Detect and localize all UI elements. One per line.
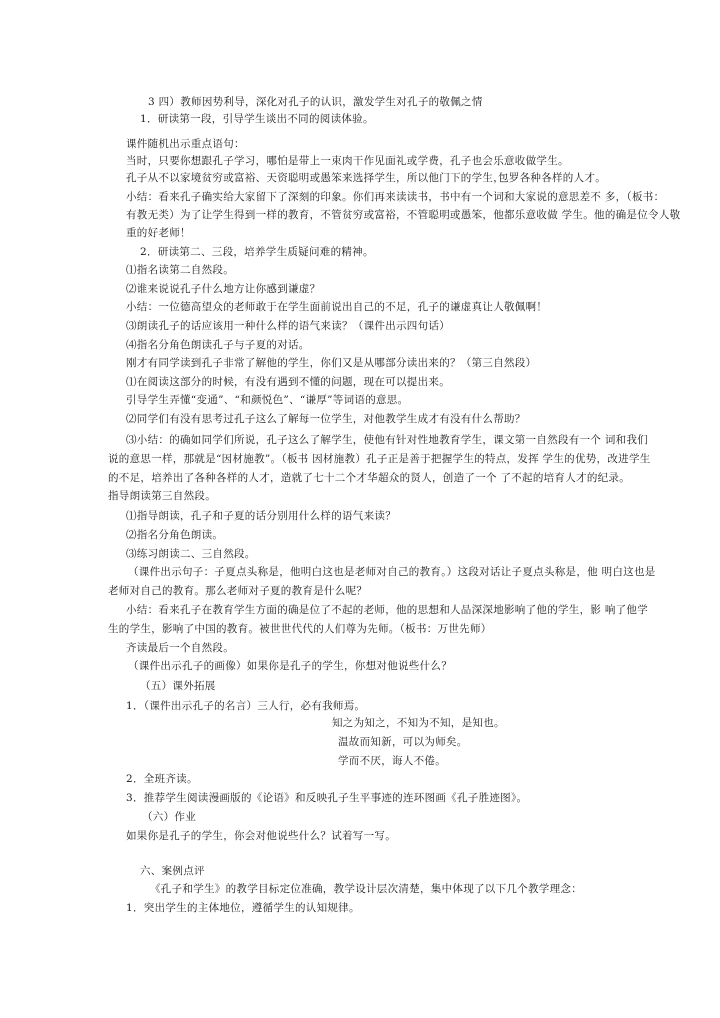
extension-item-2: 2．全班齐读。 <box>126 773 198 785</box>
sentence-b-left: 孔子从不以家境贫穷或富裕、天资聪明或愚笨来选择学生，所以他门下的学生， <box>126 172 504 184</box>
section-five-heading: （五）课外拓展 <box>140 680 216 692</box>
step-one: 1．研读第一段，引导学生谈出不同的阅读体验。 <box>140 113 374 125</box>
summary-one-line-2: 有教无类）为了让学生得到一样的教育，不管贫穷或富裕，不管聪明或愚笨，他都乐意收做 学生。他的确是位令人敬 <box>126 209 681 221</box>
summary-three-line-2: 生的学生，影响了中国的教育。被世世代代的人们尊为先师。（板书：万世先师） <box>108 623 492 635</box>
paragraph-question-2: ⑵同学们有没有思考过孔子这么了解每一位学生，对他教学生成才有没有什么帮助？ <box>126 413 526 425</box>
paragraph-question-1: ⑴在阅读这部分的时候，有没有遇到不懂的问题，现在可以提出来。 <box>126 376 450 388</box>
quote-2: 温故而知新，可以为师矣。 <box>338 736 468 748</box>
question-2: ⑵谁来说说孔子什么地方让你感到谦虚？ <box>126 283 321 295</box>
read-last-paragraph: 齐读最后一个自然段。 <box>126 642 234 654</box>
paragraph-summary-line-3: 的不足，培养出了各种各样的人才，造就了七十二个才华超众的贤人，创造了一个 了不起的培育人才的纪录。 <box>108 472 631 484</box>
sentence-c-line-2: 老师对自己的教育。那么老师对子夏的教育是什么呢？ <box>108 585 368 597</box>
step-two: 2．研读第二、三段，培养学生质疑问难的精神。 <box>140 246 374 258</box>
reading-guide: 指导朗读第三自然段。 <box>108 490 216 502</box>
section-six-heading: （六）作业 <box>142 811 196 823</box>
summary-one-line-1: 小结：看来孔子确实给大家留下了深刻的印象。你们再来读读书，书中有一个词和大家说的意思差不 多，（板书： <box>126 191 665 203</box>
reading-step-1: ⑴指导朗读，孔子和子夏的话分别用什么样的语气来读？ <box>126 510 396 522</box>
vocab-guide: 引导学生弄懂“变通”、“和颜悦色”、“谦厚”等词语的意思。 <box>126 394 409 406</box>
transition: 刚才有同学读到孔子非常了解他的学生，你们又是从哪部分读出来的？（第三自然段） <box>126 357 537 369</box>
paragraph-summary-line-1: ⑶小结：的确如同学们所说，孔子这么了解学生，使他有针对性地教育学生，课文第一自然段有一个 词和我们 <box>126 434 649 446</box>
extension-item-1: 1．（课件出示孔子的名言）三人行，必有我师焉。 <box>126 700 366 712</box>
summary-three-line-1: 小结：看来孔子在教育学生方面的确是位了不起的老师，他的思想和人品深深地影响了他的学生，影 响了他学 <box>126 604 649 616</box>
section-four-heading: 3 四）教师因势利导，深化对孔子的认识，激发学生对孔子的敬佩之情 <box>148 96 483 108</box>
homework-task: 如果你是孔子的学生，你会对他说些什么？试着写一写。 <box>126 830 396 842</box>
question-3: ⑶朗读孔子的话应该用一种什么样的语气来读？（课件出示四句话） <box>126 320 450 332</box>
paragraph-summary-line-2: 说的意思一样，那就是“因材施教”。（板书 因材施教）孔子正是善于把握学生的特点，发挥 学生的优势，改进学生 <box>108 453 651 465</box>
reading-step-3: ⑶练习朗读二、三自然段。 <box>126 548 256 560</box>
portrait-prompt: （课件出示孔子的画像）如果你是孔子的学生，你想对他说些什么？ <box>128 660 452 672</box>
sentence-c-line-1: （课件出示句子：子夏点头称是，他明白这也是老师对自己的教育。）这段对话让子夏点头称是，他 明白这也是 <box>128 566 656 578</box>
reading-step-2: ⑵指名分角色朗读。 <box>126 529 224 541</box>
summary-two: 小结：一位德高望众的老师敢于在学生面前说出自己的不足，孔子的谦虚真让人敬佩啊！ <box>126 301 548 313</box>
quote-1: 知之为知之，不知为不知，是知也。 <box>332 717 505 729</box>
quote-3: 学而不厌，诲人不倦。 <box>338 755 446 767</box>
show-sentences: 课件随机出示重点语句： <box>126 138 245 150</box>
extension-item-3: 3．推荐学生阅读漫画版的《论语》和反映孔子生平事迹的连环图画《孔子胜迹图》。 <box>126 792 528 804</box>
review-point-1: 1．突出学生的主体地位，遵循学生的认知规律。 <box>126 902 360 914</box>
summary-one-line-3: 重的好老师！ <box>126 227 191 239</box>
question-4: ⑷指名分角色朗读孔子与子夏的对话。 <box>126 339 310 351</box>
sentence-b-right: 包罗各种各样的人才。 <box>498 172 606 184</box>
question-1: ⑴指名读第二自然段。 <box>126 264 234 276</box>
review-intro: 《孔子和学生》的教学目标定位准确，教学设计层次清楚，集中体现了以下几个教学理念： <box>150 883 582 895</box>
review-heading: 六、案例点评 <box>140 865 205 877</box>
sentence-a: 当时，只要你想跟孔子学习，哪怕是带上一束肉干作见面礼或学费，孔子也会乐意收做学生。 <box>126 155 569 167</box>
